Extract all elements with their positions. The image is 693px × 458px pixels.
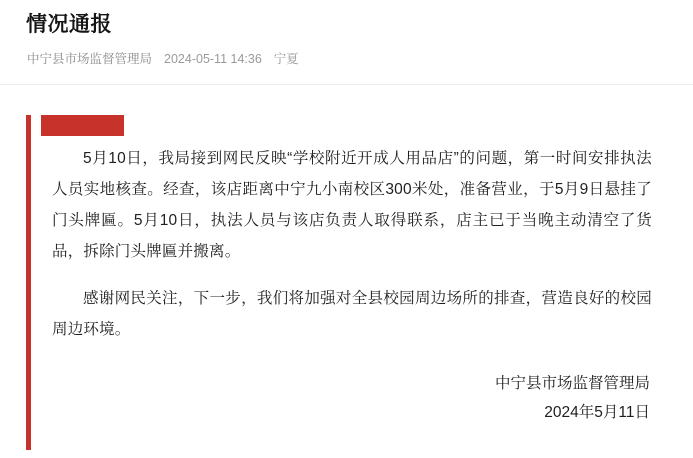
paragraph: 5月10日，我局接到网民反映“学校附近开成人用品店”的问题，第一时间安排执法人员实地核查。经查，该店距离中宁九小南校区300米处，准备营业，于5月9日悬挂了门头牌匾。5月10日，执法人员与该店负责人取得联系，店主已于当晚主动清空了货品，拆除门头牌匾并搬离。 xyxy=(52,150,652,260)
accent-tab xyxy=(41,115,124,136)
header-divider xyxy=(0,84,693,85)
accent-rail xyxy=(26,115,31,450)
article-content xyxy=(52,143,652,427)
meta-region: 宁夏 xyxy=(273,52,299,66)
meta-timestamp: 2024-05-11 14:36 xyxy=(164,52,262,66)
meta-source: 中宁县市场监督管理局 xyxy=(27,52,153,66)
paragraph: 感谢网民关注，下一步，我们将加强对全县校园周边场所的排查，营造良好的校园周边环境。 xyxy=(52,290,652,338)
signature-org: 中宁县市场监督管理局 xyxy=(494,375,650,392)
signature-date: 2024年5月11日 xyxy=(544,404,650,421)
signature-block xyxy=(52,369,652,427)
page-title: 情况通报 xyxy=(26,13,112,36)
article-meta xyxy=(27,50,299,68)
